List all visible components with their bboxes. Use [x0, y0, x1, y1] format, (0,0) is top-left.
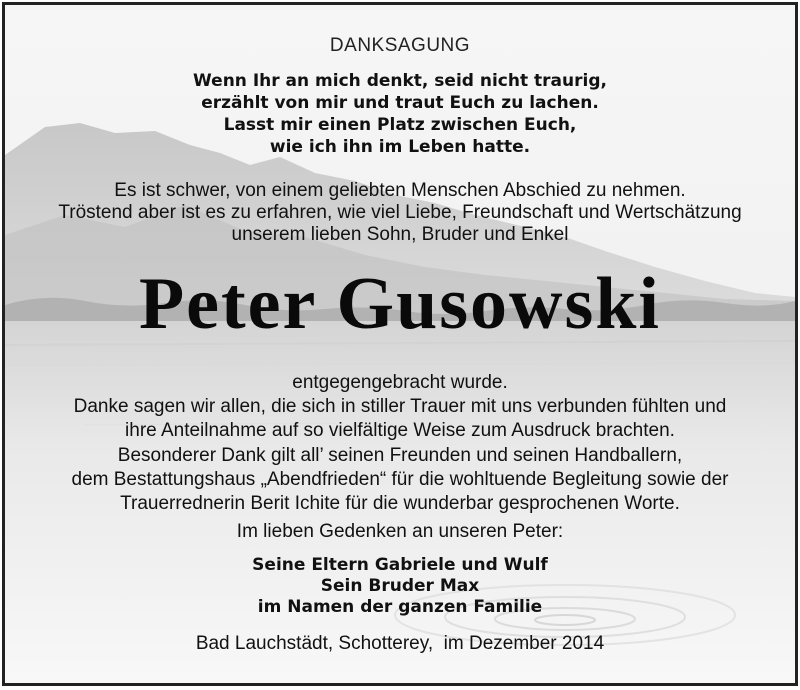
signer-line: Seine Eltern Gabriele und Wulf [252, 555, 548, 575]
place-and-date: Bad Lauchstädt, Schotterey, im Dezember 2014 [195, 633, 605, 654]
signer-line: Sein Bruder Max [320, 576, 480, 596]
memorial-verse [5, 70, 795, 158]
thanks-line: Trauerrednerin Berit Ichite für die wunderbar gesprochenen Worte. [120, 493, 680, 515]
signer-line: im Namen der ganzen Familie [257, 597, 543, 617]
thanks-line: dem Bestattungshaus „Abendfrieden“ für die wohltuende Begleitung sowie der [71, 468, 729, 490]
deceased-name: Peter Gusowski [138, 263, 661, 345]
verse-line: erzählt von mir und traut Euch zu lachen. [201, 93, 599, 113]
verse-line: wie ich ihn im Leben hatte. [269, 137, 531, 157]
verse-line: Lasst mir einen Platz zwischen Euch, [223, 115, 577, 135]
intro-text [5, 180, 795, 246]
thanks-line: Danke sagen wir allen, die sich in stiller Trauer mit uns verbunden fühlten und [73, 396, 727, 418]
thanks-line: Besonderer Dank gilt all’ seinen Freunden und seinen Handballern, [117, 444, 683, 466]
thanks-text [5, 371, 795, 516]
intro-line: Es ist schwer, von einem geliebten Menschen Abschied zu nehmen. [114, 180, 686, 201]
obituary-notice [2, 2, 798, 686]
verse-line: Wenn Ihr an mich denkt, seid nicht traurig, [193, 71, 607, 91]
notice-heading: DANKSAGUNG [329, 35, 471, 56]
thanks-line: entgegengebracht wurde. [292, 372, 508, 393]
family-signatures [5, 555, 795, 618]
thanks-line: ihre Anteilnahme auf so vielfältige Weise zum Ausdruck brachten. [125, 420, 675, 442]
intro-line: unserem lieben Sohn, Bruder und Enkel [231, 224, 569, 245]
intro-line: Tröstend aber ist es zu erfahren, wie viel Liebe, Freundschaft und Wertschätzung [58, 202, 742, 223]
closing-line: Im lieben Gedenken an unseren Peter: [236, 521, 564, 542]
